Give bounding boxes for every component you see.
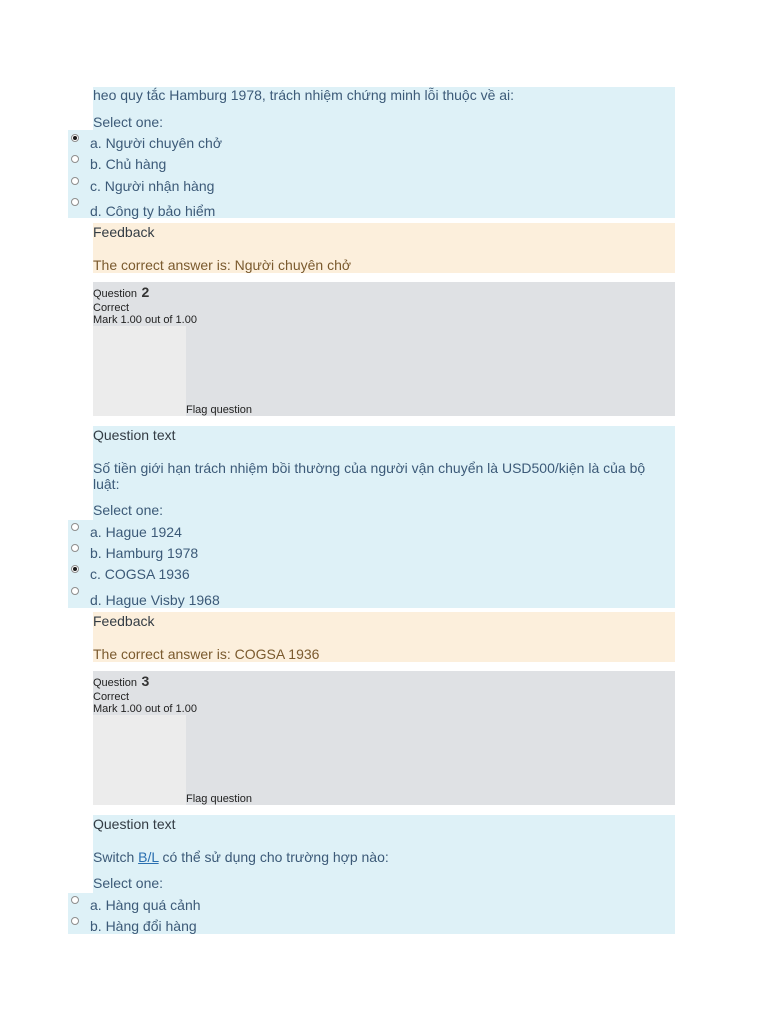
- q2-question-label: Question: [93, 288, 138, 300]
- q2-option-b-radio[interactable]: [71, 544, 79, 552]
- q2-option-c-radio[interactable]: [71, 565, 79, 573]
- q1-feedback-answer: The correct answer is: Người chuyên chở: [93, 257, 352, 273]
- q2-feedback-answer: The correct answer is: COGSA 1936: [93, 646, 320, 662]
- q2-option-d-radio[interactable]: [71, 587, 79, 595]
- q3-heading: [93, 673, 149, 691]
- q2-state: Correct: [93, 302, 130, 314]
- q1-option-b-radio[interactable]: [71, 155, 79, 163]
- q3-flag-area: [93, 715, 186, 805]
- q1-option-a-radio[interactable]: [71, 134, 79, 142]
- q2-flag-area: [93, 326, 186, 416]
- q3-grade: Mark 1.00 out of 1.00: [93, 703, 197, 715]
- q3-flag-question-link[interactable]: Flag question: [186, 793, 253, 805]
- q1-option-d-label[interactable]: d. Công ty bảo hiểm: [90, 203, 216, 219]
- q1-formulation-panel: [93, 87, 675, 218]
- q3-option-a-radio[interactable]: [71, 896, 79, 904]
- q3-option-a-label[interactable]: a. Hàng quá cảnh: [90, 897, 201, 913]
- q3-formulation-panel: [93, 815, 675, 934]
- q2-option-a-label[interactable]: a. Hague 1924: [90, 524, 182, 540]
- q3-question-suffix: có thể sử dụng cho trường hợp nào:: [158, 849, 389, 865]
- q3-question-label: Question: [93, 677, 138, 689]
- q3-option-b-radio[interactable]: [71, 917, 79, 925]
- q2-flag-question-link[interactable]: Flag question: [186, 404, 253, 416]
- q3-question-number: 3: [141, 673, 150, 689]
- q1-question-text: heo quy tắc Hamburg 1978, trách nhiệm chứng minh lỗi thuộc về ai:: [93, 87, 515, 103]
- q1-option-d-radio[interactable]: [71, 198, 79, 206]
- q2-feedback-title: Feedback: [93, 613, 155, 629]
- q1-select-label: Select one:: [93, 114, 164, 130]
- q2-question-number: 2: [141, 284, 150, 300]
- q2-option-a-radio[interactable]: [71, 523, 79, 531]
- q2-grade: Mark 1.00 out of 1.00: [93, 314, 197, 326]
- q3-question-text: [93, 849, 389, 865]
- q2-option-d-label[interactable]: d. Hague Visby 1968: [90, 592, 220, 608]
- q2-option-b-label[interactable]: b. Hamburg 1978: [90, 545, 199, 561]
- q1-feedback-title: Feedback: [93, 224, 155, 240]
- q3-state: Correct: [93, 691, 130, 703]
- q3-option-b-label[interactable]: b. Hàng đổi hàng: [90, 918, 197, 934]
- q3-section-title: Question text: [93, 816, 176, 832]
- q3-select-label: Select one:: [93, 875, 164, 891]
- q1-option-c-label[interactable]: c. Người nhận hàng: [90, 178, 215, 194]
- q2-question-text: Số tiền giới hạn trách nhiệm bồi thường của người vận chuyển là USD500/kiện là của bộ luật:: [93, 460, 646, 492]
- q2-section-title: Question text: [93, 427, 176, 443]
- q3-bl-link[interactable]: B/L: [138, 849, 159, 865]
- q2-select-label: Select one:: [93, 502, 164, 518]
- q1-option-b-label[interactable]: b. Chủ hàng: [90, 156, 167, 172]
- q1-option-c-radio[interactable]: [71, 177, 79, 185]
- q2-option-c-label[interactable]: c. COGSA 1936: [90, 566, 190, 582]
- q3-question-prefix: Switch: [93, 849, 139, 865]
- q2-heading: [93, 284, 149, 302]
- q1-option-a-label[interactable]: a. Người chuyên chở: [90, 135, 223, 151]
